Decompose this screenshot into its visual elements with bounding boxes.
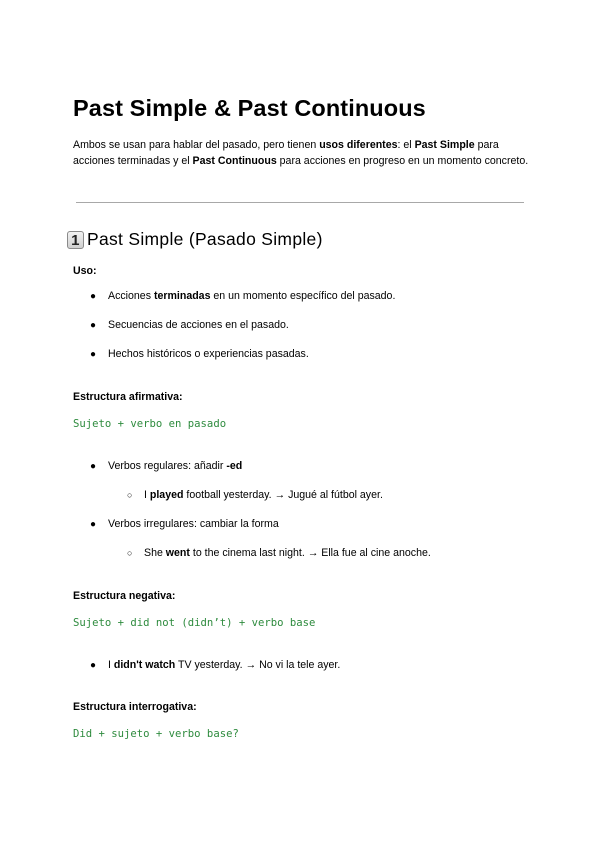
- bullet-icon: ●: [90, 461, 97, 472]
- text-run: en un momento específico del pasado.: [210, 290, 396, 302]
- sub-bullet-icon: ○: [127, 490, 133, 500]
- interrogativa-formula: Did + sujeto + verbo base?: [73, 728, 239, 740]
- list-item: [90, 460, 242, 472]
- intro-text: Ambos se usan para hablar del pasado, pero tienen: [73, 139, 320, 151]
- list-item: [90, 518, 279, 530]
- negativa-label: Estructura negativa:: [73, 590, 176, 602]
- section-heading-text: Past Simple (Pasado Simple): [87, 229, 323, 249]
- bold-run: -ed: [226, 460, 243, 472]
- negativa-formula: Sujeto + did not (didn’t) + verbo base: [73, 617, 316, 629]
- afirmativa-formula: Sujeto + verbo en pasado: [73, 418, 227, 430]
- intro-bold: usos diferentes: [319, 139, 398, 151]
- bullet-icon: ●: [90, 320, 97, 331]
- text-run: to the cinema last night. → Ella fue al cine anoche.: [189, 547, 431, 559]
- intro-text: para acciones en progreso en un momento concreto.: [276, 154, 529, 167]
- sub-bullet-icon: ○: [127, 548, 133, 558]
- intro-bold: Past Simple: [414, 139, 475, 151]
- afirmativa-label: Estructura afirmativa:: [73, 391, 183, 403]
- bold-run: went: [165, 547, 190, 559]
- bullet-icon: ●: [90, 349, 97, 360]
- list-item: [90, 290, 395, 302]
- list-item-text: [144, 489, 383, 501]
- intro-paragraph: [73, 138, 533, 169]
- sub-list-item: [127, 489, 383, 501]
- bullet-icon: ●: [90, 291, 97, 302]
- interrogativa-label: Estructura interrogativa:: [73, 701, 197, 713]
- list-item: [90, 659, 340, 671]
- bullet-icon: ●: [90, 660, 97, 671]
- list-item-text: [108, 460, 242, 472]
- list-item: [90, 319, 289, 331]
- bold-run: played: [149, 489, 184, 501]
- bold-run: terminadas: [153, 290, 211, 302]
- text-run: I: [144, 489, 150, 501]
- section-heading: [67, 229, 323, 250]
- bullet-icon: ●: [90, 519, 97, 530]
- uso-label: Uso:: [73, 265, 97, 277]
- horizontal-divider: [76, 202, 524, 203]
- list-item-text: Secuencias de acciones en el pasado.: [108, 319, 289, 331]
- intro-text: para acciones terminadas y el: [73, 139, 499, 167]
- sub-list-item: [127, 547, 431, 559]
- list-item-text: [108, 659, 340, 671]
- list-item: [90, 348, 309, 360]
- intro-bold: Past Continuous: [192, 154, 277, 167]
- bold-run: didn't watch: [113, 659, 176, 671]
- list-item-text: [108, 290, 395, 302]
- text-run: She: [144, 547, 166, 559]
- text-run: football yesterday. → Jugué al fútbol ayer.: [183, 489, 383, 501]
- list-item-text: Hechos históricos o experiencias pasadas.: [108, 348, 309, 360]
- list-item-text: Verbos irregulares: cambiar la forma: [108, 518, 279, 530]
- text-run: Acciones: [108, 290, 154, 302]
- text-run: Verbos regulares: añadir: [108, 460, 227, 472]
- text-run: I: [108, 659, 114, 671]
- text-run: TV yesterday. → No vi la tele ayer.: [175, 659, 341, 671]
- keycap-number-icon: 1: [67, 231, 84, 249]
- list-item-text: [144, 547, 431, 559]
- intro-text: : el: [397, 139, 415, 151]
- page-title: Past Simple & Past Continuous: [73, 95, 426, 121]
